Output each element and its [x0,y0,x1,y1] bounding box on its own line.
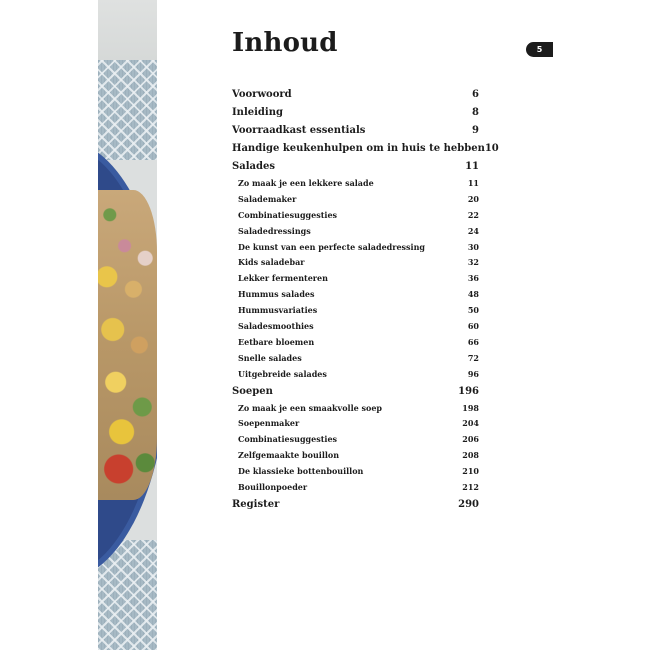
toc-entry-label: Inleiding [232,107,283,118]
toc-entry-label: Salademaker [238,193,297,204]
toc-page-number: 48 [467,289,479,300]
toc-section-row [232,240,479,256]
toc-page-number: 196 [458,385,479,397]
toc-section-row [232,224,479,240]
toc-section-row [232,303,479,319]
toc-page-number: 9 [472,125,479,136]
toc-page-number: 60 [467,321,479,332]
toc-section-row [232,287,479,303]
toc-page-number: 36 [467,273,479,284]
toc-entry-label: Zelfgemaakte bouillon [238,450,340,461]
toc-section-row [232,416,479,432]
toc-section-row [232,271,479,287]
toc-entry-label: Eetbare bloemen [238,336,315,347]
toc-entry-label: De kunst van een perfecte saladedressing [238,241,426,252]
toc-page-number: 72 [467,352,479,363]
toc-section-row [232,192,479,208]
toc-page-number: 11 [465,161,479,172]
toc-section-row [232,367,479,383]
toc-page-number: 208 [462,450,479,461]
toc-entry-label: Saladesmoothies [238,321,314,332]
toc-chapter-row [232,158,479,176]
toc-entry-label: Hummusvariaties [238,305,318,316]
toc-section-row [232,432,479,448]
toc-page-number: 10 [484,143,499,154]
toc-chapter-row [232,140,499,158]
patterned-cloth-top [98,60,157,160]
toc-entry-label: Hummus salades [238,289,315,300]
toc-section-row [232,255,479,271]
toc-page-number: 22 [467,209,479,220]
toc-page-number: 8 [472,107,479,118]
toc-chapter-row [232,104,479,122]
toc-chapter-row [232,496,479,514]
toc-section-row [232,464,479,480]
toc-page-number: 290 [458,498,479,510]
toc-page-number: 32 [467,257,479,268]
toc-entry-label: Zo maak je een smaakvolle soep [238,402,383,413]
toc-page-number: 210 [462,466,479,477]
toc-entry-label: Voorraadkast essentials [232,125,366,136]
toc-entry-label: Zo maak je een lekkere salade [238,178,374,188]
toc-section-row [232,335,479,351]
toc-page-number: 204 [462,418,479,429]
toc-entry-label: Handige keukenhulpen om in huis te hebben [232,143,485,154]
toc-entry-label: Snelle salades [238,352,302,363]
toc-entry-label: Combinatiesuggesties [238,209,338,220]
toc-section-row [232,401,479,417]
toc-section-row [232,208,479,224]
toc-entry-label: Bouillonpoeder [238,482,308,493]
toc-entry-label: Kids saladebar [238,257,305,268]
toc-page-number: 66 [467,336,479,347]
toc-page-number: 30 [467,241,479,252]
toc-section-row [232,448,479,464]
toc-entry-label: Soepen [232,385,273,397]
toc-page-number: 50 [467,305,479,316]
toc-page-number: 212 [462,482,479,493]
toc-entry-label: Salades [232,161,275,172]
page-number-badge: 5 [526,42,553,57]
toc-section-row [232,351,479,367]
toc-entry-label: Uitgebreide salades [238,368,327,379]
toc-entry-label: Saladedressings [238,225,311,236]
toc-chapter-row [232,383,479,401]
toc-page-number: 96 [467,368,479,379]
toc-chapter-row [232,122,479,140]
toc-entry-label: Voorwoord [232,89,292,100]
toc-entry-label: De klassieke bottenbouillon [238,466,364,477]
toc-entry-label: Combinatiesuggesties [238,434,338,445]
food-photo-strip [98,0,157,650]
toc-entry-label: Soepenmaker [238,418,300,429]
toc-page-number: 24 [467,225,479,236]
toc-entry-label: Register [232,498,280,510]
toc-chapter-row [232,86,479,104]
toc-page-number: 11 [467,178,479,188]
photo-background-top [98,0,157,60]
toc-entry-label: Lekker fermenteren [238,273,328,284]
toc-page-number: 206 [462,434,479,445]
toc-page-number: 198 [462,402,479,413]
toc-section-row [232,176,479,192]
table-of-contents [232,86,499,514]
salad-food [98,190,157,500]
toc-page-number: 6 [472,89,479,100]
toc-section-row [232,319,479,335]
toc-page-number: 20 [467,193,479,204]
toc-section-row [232,480,479,496]
page-title: Inhoud [232,28,338,58]
